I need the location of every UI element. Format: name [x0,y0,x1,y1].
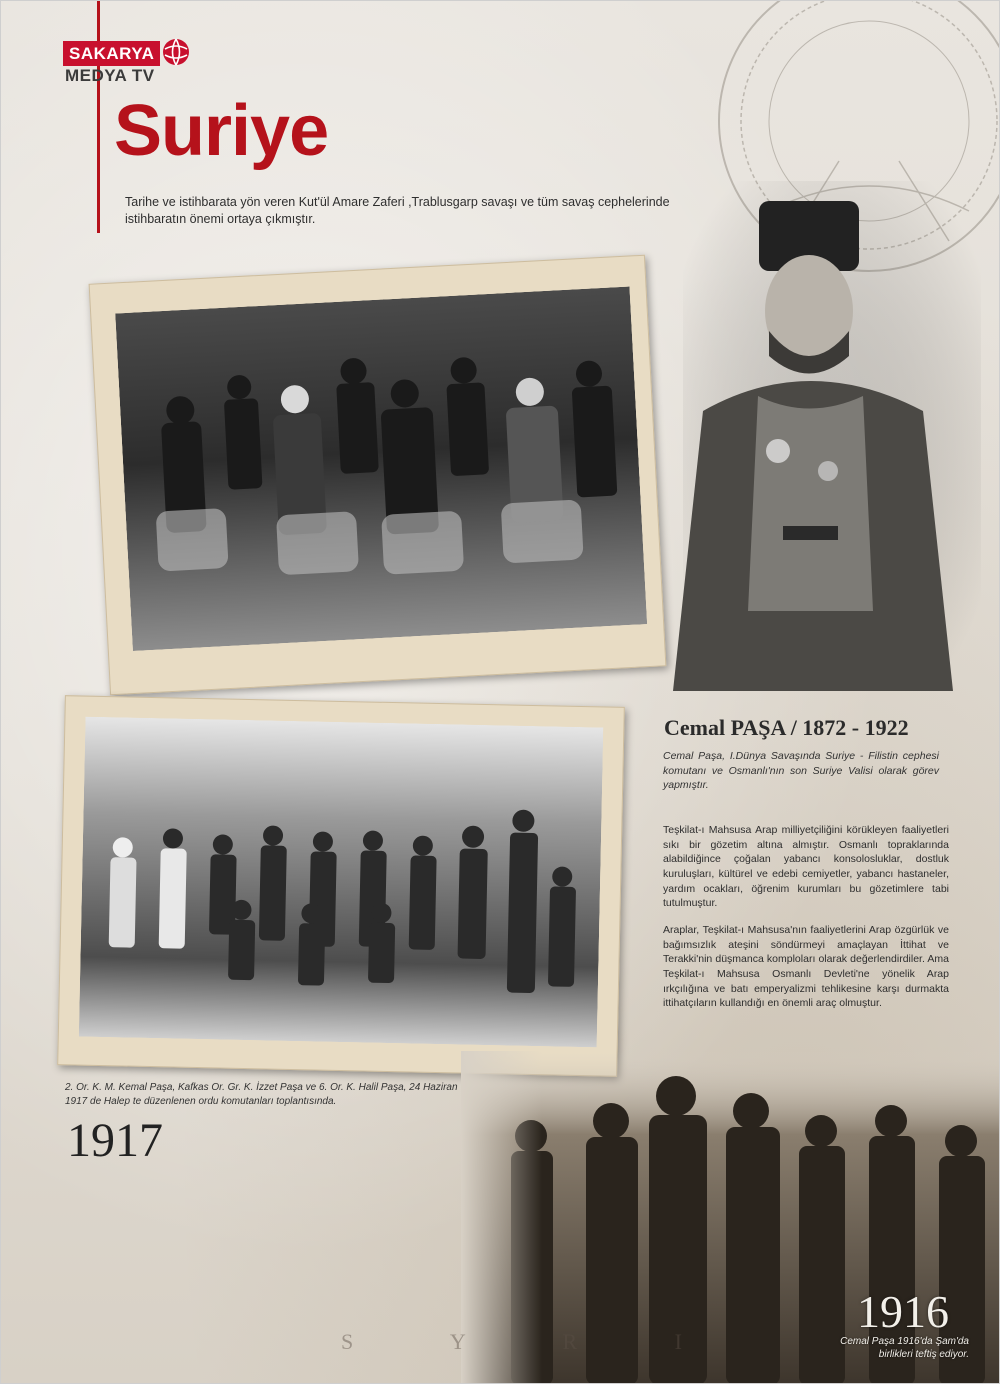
photo-caption-1917: 2. Or. K. M. Kemal Paşa, Kafkas Or. Gr. K. İzzet Paşa ve 6. Or. K. Halil Paşa, 24 Haziran 1917 de Halep te düzenlenen ordu komutanları toplantısında. [65,1082,458,1107]
year-label-1916: 1916 [857,1286,949,1337]
map-background-letters: S Y R I [341,1329,728,1354]
globe-icon [161,37,191,67]
accent-vertical-line [97,1,100,233]
body-paragraph-2: Araplar, Teşkilat-ı Mahsusa'nın faaliyetlerini Arap özgürlük ve bağımsızlık ateşini söndürmeyi amaçlayan İttihat ve Terakki'nin düşmanca komploları olarak değerlendirdiler. Ama Teşkilat-ı Mahsusa Osmanlı Devleti'ne yönelik Arap ırkçılığına ve batı emperyalizmi tehlikesine karşı durmakta ittihatçıların kullandığı en önemli araç olmuştur. [663,924,949,1010]
logo-sub-text: MEDYA TV [65,66,155,85]
cemal-pasa-description: Cemal Paşa, I.Dünya Savaşında Suriye - Filistin cephesi komutanı ve Osmanlı'nın son Suriye Valisi olarak görev yapmıştır. [663,750,939,792]
page-title: Suriye [114,91,329,171]
group-seated-photo [115,287,647,651]
cemal-pasa-portrait [663,181,981,691]
year-label-1917: 1917 [67,1114,163,1167]
photo-frame-group-seated [89,255,667,696]
cemal-pasa-heading: Cemal PAŞA / 1872 - 1922 [664,715,909,740]
officers-1917-photo [79,717,604,1048]
body-paragraph-1: Teşkilat-ı Mahsusa Arap milliyetçiliğini körükleyen faaliyetleri sıkı bir gözetim altına almıştır. Osmanlı topraklarında alabildiğince çoğalan yabancı konsolosluklar, dostluk kuruluşları, kültürel ve edebi cemiyetler, yabancı hastaneler, yardım ocakları, öğrenim kurumları bu gözetimlere tabi tutulmuştur. [663,824,949,910]
intro-text: Tarihe ve istihbarata yön veren Kut'ül Amare Zaferi ,Trablusgarp savaşı ve tüm savaş cephelerinde istihbaratın önemi ortaya çıkmıştır. [125,195,670,227]
photo-caption-1916: Cemal Paşa 1916'da Şam'da birlikleri teftiş ediyor. [840,1336,969,1360]
logo-brand-text: SAKARYA [63,41,160,66]
photo-frame-officers-1917 [57,695,625,1077]
